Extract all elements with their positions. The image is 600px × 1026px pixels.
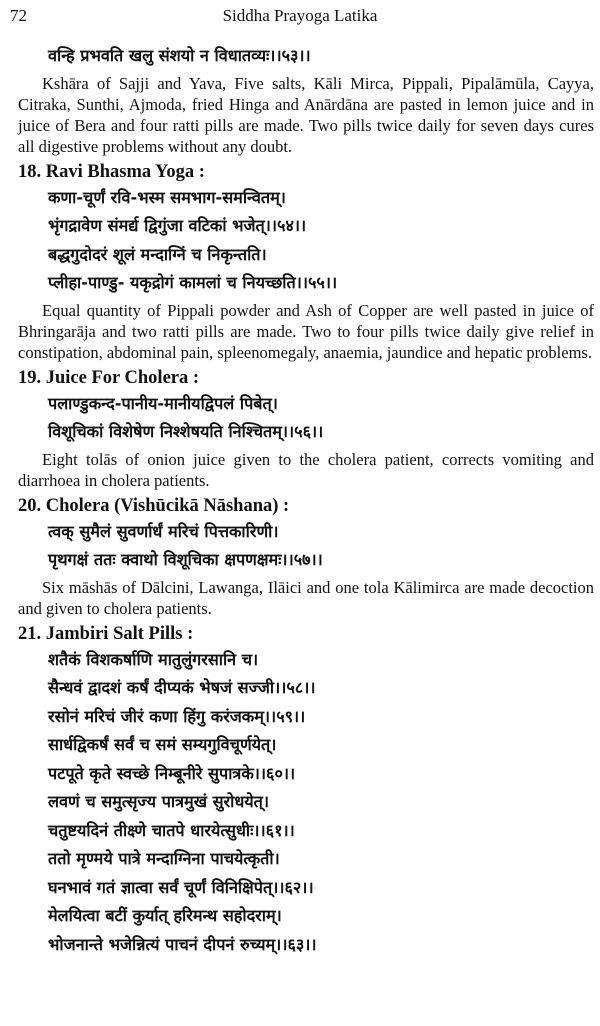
verse-line: त्वक् सुमैलं सुवर्णार्धं मरिचं पित्तकारिणी।: [48, 521, 279, 541]
verse-line: सैन्धवं द्वादशं कर्षं दीप्यकं भेषजं सज्जी।।५८।।: [48, 678, 316, 697]
verse-line: लवणं च समुत्सृज्य पात्रमुखं सुरोधयेत्।: [48, 792, 270, 811]
section-19-paragraph: Eight tolās of onion juice given to the cholera patient, corrects vomiting and diarrhoea in cholera patients.: [18, 449, 594, 490]
verse-line: भृंगद्रावेण संमर्द्य द्विगुंजा वटिकां भजेत्।।५४।।: [48, 216, 307, 235]
verse-line: पलाण्डुकन्द-पानीय-मानीयद्विपलं पिबेत्।: [48, 393, 278, 413]
verse-line: चतुष्टयदिनं तीक्ष्णे चातपे धारयेत्सुधीः।।६१।।: [48, 820, 295, 840]
page-header: [10, 6, 590, 28]
verse-line: कणा-चूर्णं रवि-भस्म समभाग-समन्वितम्।: [48, 187, 286, 207]
verse-line: मेलयित्वा बटीं कुर्यात् हरिमन्थ सहोदराम्।: [48, 906, 282, 925]
section-20-paragraph: Six māshās of Dālcini, Lawanga, Ilāici and one tola Kālimirca are made decoction and given to cholera patients.: [18, 577, 594, 618]
verse-line: ततो मृण्मये पात्रे मन्दाग्निना पाचयेत्कृती।: [48, 849, 280, 868]
verse-line: पृथगक्षं ततः क्वाथो विशूचिका क्षपणक्षमः।।५७।।: [48, 550, 323, 569]
page-number: 72: [10, 6, 27, 25]
verse-line: बद्धगुदोदरं शूलं मन्दाग्निं च निकृन्तति।: [48, 244, 267, 264]
section-heading-21: 21. Jambiri Salt Pills :: [18, 623, 194, 644]
page-body: [18, 42, 598, 959]
running-title: Siddha Prayoga Latika: [222, 6, 378, 25]
verse-line: भोजनान्ते भजेन्नित्यं पाचनं दीपनं रुच्यम्।।६३।।: [48, 934, 317, 954]
verse-line: रसोनं मरिचं जीरं कणा हिंगु करंजकम्।।५९।।: [48, 706, 306, 726]
section-18-paragraph: Equal quantity of Pippali powder and Ash of Copper are well pasted in juice of Bhringarāja and two ratti pills are made. Two to four pills twice daily give relief in constipation, abdominal pain, spleenomegaly, anaemia, jaundice and hepatic problems.: [18, 300, 594, 362]
intro-paragraph: Kshāra of Sajji and Yava, Five salts, Kāli Mirca, Pippali, Pipalāmūla, Cayya, Citraka, Sunthi, Ajmoda, fried Hinga and Anārdāna are pasted in lemon juice and in juice of Bera and four ratti pills are made. Two pills twice daily for seven days cures all digestive problems without any doubt.: [18, 73, 594, 156]
section-heading-20: 20. Cholera (Vishūcikā Nāshana) :: [18, 495, 290, 516]
verse-line: सार्धद्विकर्षं सर्वं च समं सम्यगुविचूर्णयेत्।: [48, 735, 277, 754]
verse-line: घनभावं गतं ज्ञात्वा सर्वं चूर्णं विनिक्षिपेत्।।६२।।: [48, 877, 314, 897]
verse-line: विशूचिकां विशेषेण निश्शेषयति निश्चितम्।।५६।।: [48, 422, 324, 441]
section-heading-18: 18. Ravi Bhasma Yoga :: [18, 161, 205, 182]
verse-line: प्लीहा-पाण्डु- यकृद्रोगं कामलां च नियच्छति।।५५।।: [48, 273, 338, 292]
verse-line: वन्हि प्रभवति खलु संशयो न विधातव्यः।।५३।।: [48, 46, 311, 65]
verse-line: पटपूते कृते स्वच्छे निम्बूनीरे सुपात्रके।।६०।।: [48, 763, 296, 783]
verse-line: शतैकं विशकर्षाणि मातुलुंगरसानि च।: [48, 649, 259, 669]
section-heading-19: 19. Juice For Cholera :: [18, 367, 200, 388]
